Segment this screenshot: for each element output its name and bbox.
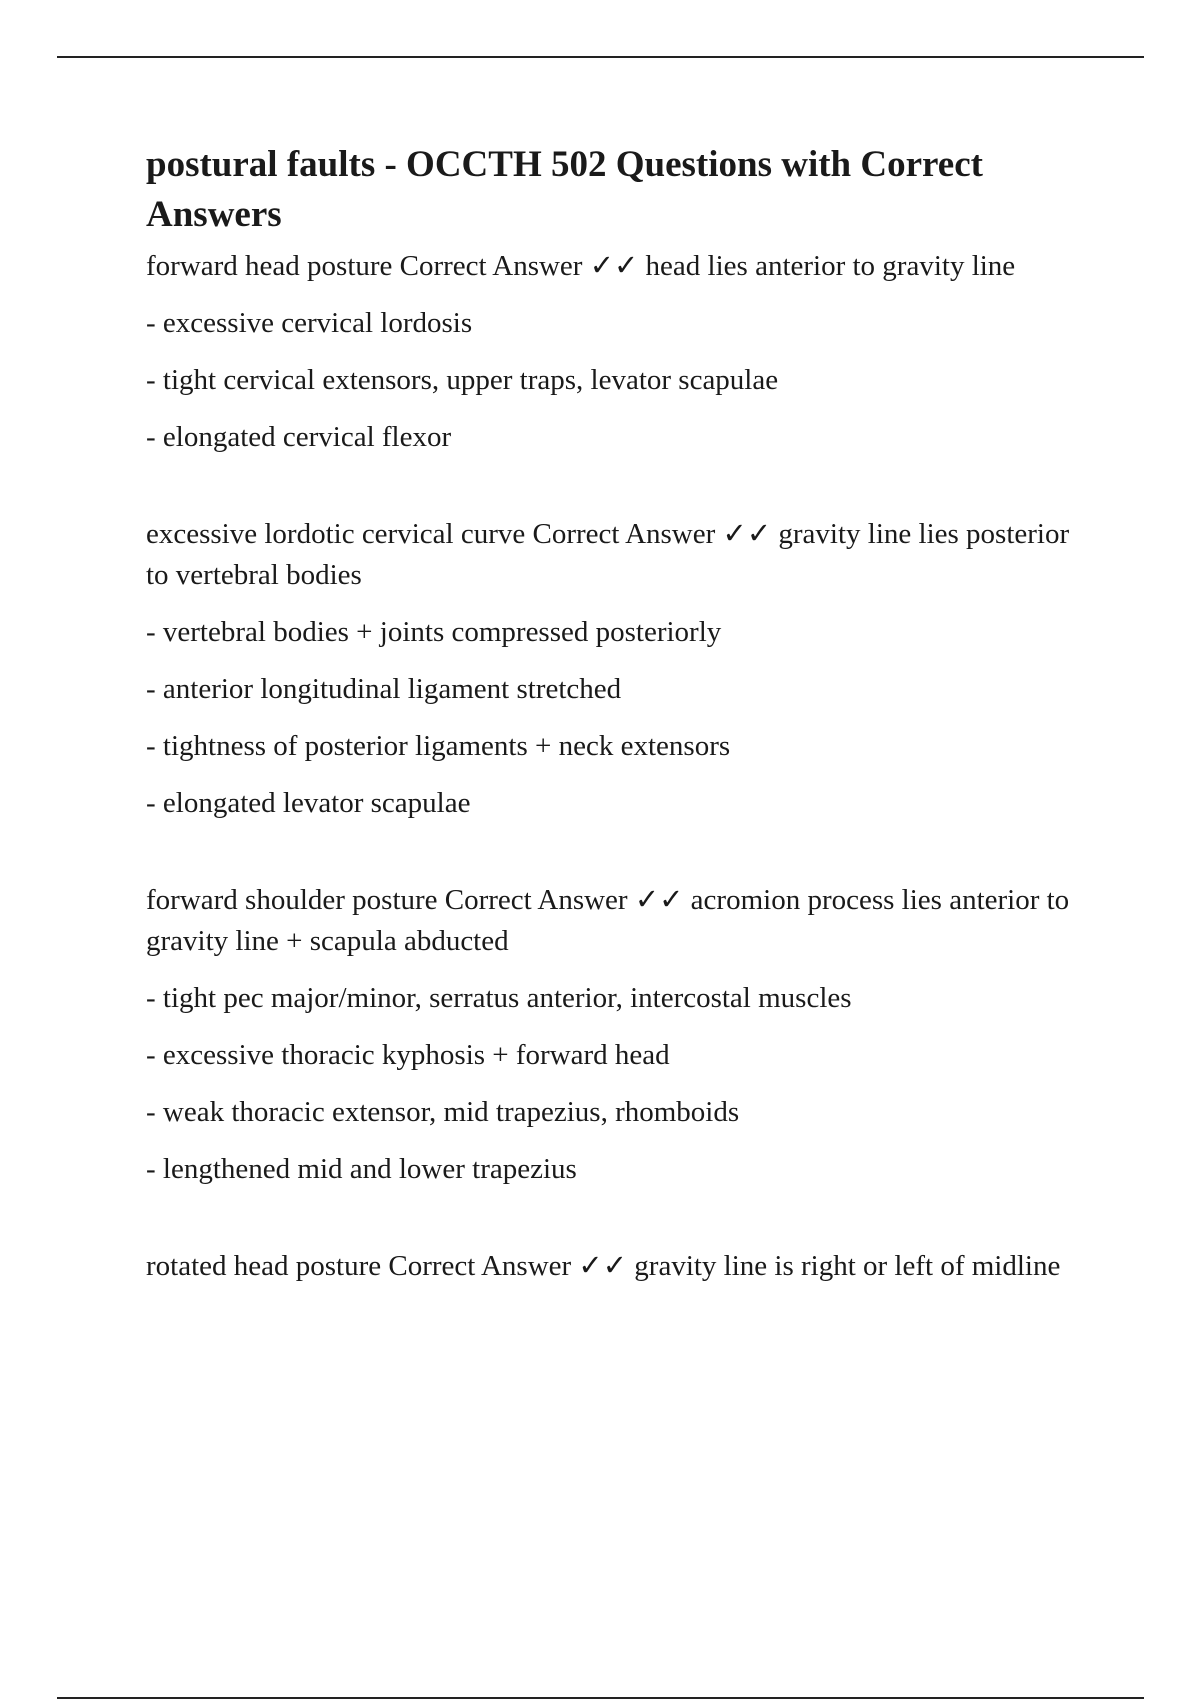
qa-item: [146, 880, 1071, 1190]
document-title: postural faults - OCCTH 502 Questions with Correct Answers: [146, 144, 983, 235]
document-body: [146, 140, 1071, 1343]
qa-item: [146, 1246, 1071, 1287]
qa-bullet: - tight cervical extensors, upper traps, levator scapulae: [146, 364, 779, 396]
qa-item: [146, 246, 1071, 458]
qa-bullet: - vertebral bodies + joints compressed posteriorly: [146, 616, 722, 648]
qa-bullet: - lengthened mid and lower trapezius: [146, 1153, 577, 1185]
qa-question-answer: excessive lordotic cervical curve Correct Answer ✓✓ gravity line lies posterior to vertebral bodies: [146, 518, 1070, 591]
qa-bullet: - anterior longitudinal ligament stretched: [146, 673, 622, 705]
qa-bullet: - excessive thoracic kyphosis + forward head: [146, 1039, 670, 1071]
footer-rule: [57, 1697, 1144, 1699]
qa-bullet: - elongated levator scapulae: [146, 787, 471, 819]
qa-item: [146, 514, 1071, 824]
qa-question-answer: forward head posture Correct Answer ✓✓ head lies anterior to gravity line: [146, 250, 1016, 282]
qa-bullet: - tight pec major/minor, serratus anterior, intercostal muscles: [146, 982, 852, 1014]
qa-bullet: - excessive cervical lordosis: [146, 307, 473, 339]
qa-bullet: - tightness of posterior ligaments + neck extensors: [146, 730, 731, 762]
qa-question-answer: rotated head posture Correct Answer ✓✓ gravity line is right or left of midline: [146, 1250, 1061, 1282]
qa-bullet: - elongated cervical flexor: [146, 421, 452, 453]
qa-question-answer: forward shoulder posture Correct Answer ✓✓ acromion process lies anterior to gravity line + scapula abducted: [146, 884, 1070, 957]
header-rule: [57, 56, 1144, 58]
qa-bullet: - weak thoracic extensor, mid trapezius, rhomboids: [146, 1096, 740, 1128]
